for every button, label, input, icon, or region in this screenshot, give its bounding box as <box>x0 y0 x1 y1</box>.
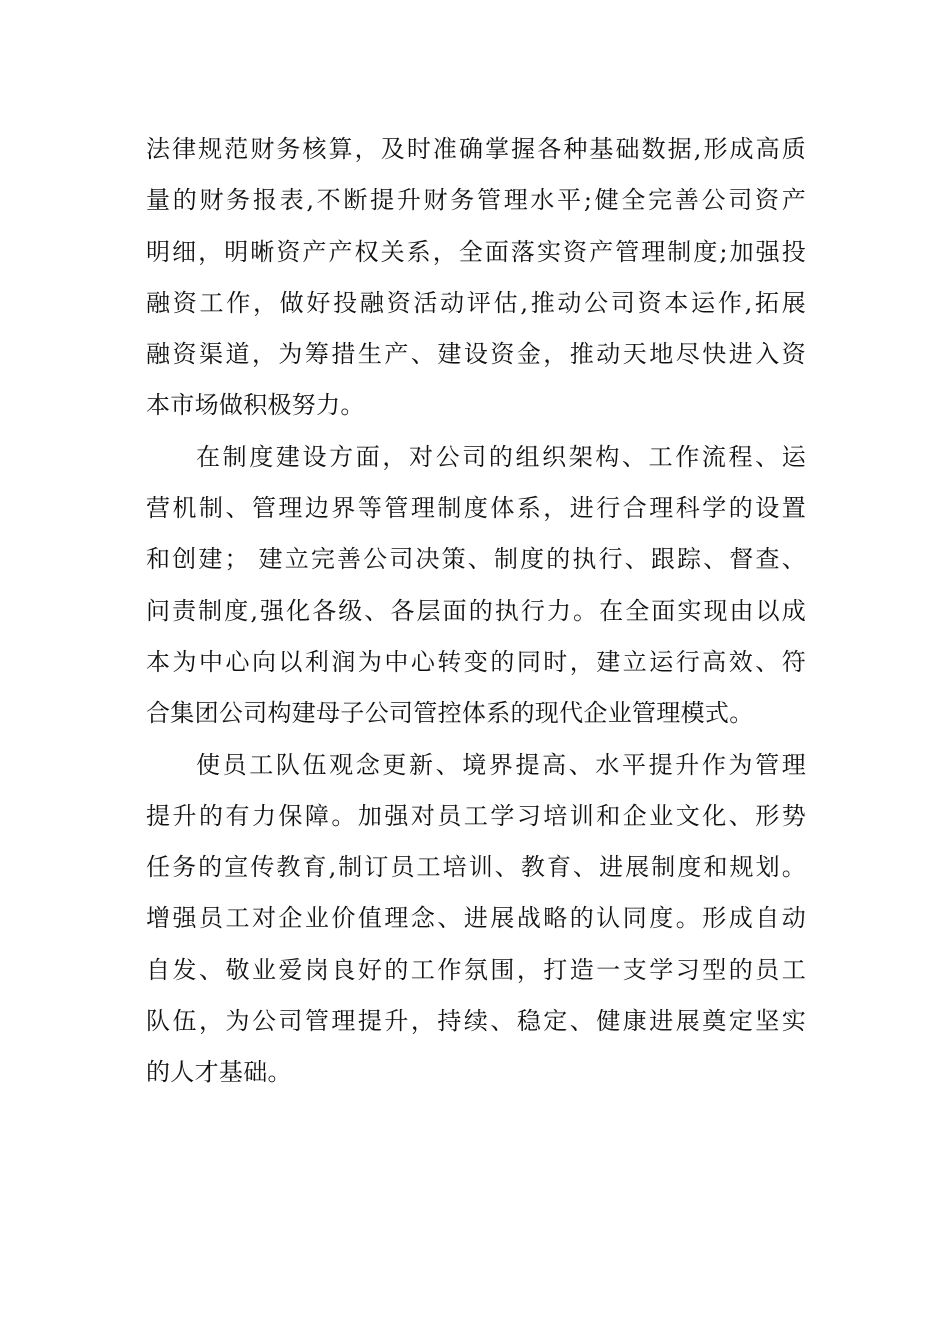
text-line: 明细，明晰资产产权关系，全面落实资产管理制度;加强投 <box>146 237 806 266</box>
text-line: 融资工作，做好投融资活动评估,推动公司资本运作,拓展 <box>146 288 806 317</box>
text-line: 使员工队伍观念更新、境界提高、水平提升作为管理 <box>196 750 806 779</box>
paragraph-staff-development <box>146 740 806 1099</box>
text-line: 融资渠道，为筹措生产、建设资金，推动天地尽快进入资 <box>146 340 806 369</box>
text-line: 增强员工对企业价值理念、进展战略的认同度。形成自动 <box>146 904 806 933</box>
text-line: 量的财务报表,不断提升财务管理水平;健全完善公司资产 <box>146 186 806 215</box>
paragraph-system-building <box>146 432 806 740</box>
text-line: 提升的有力保障。加强对员工学习培训和企业文化、形势 <box>146 801 806 830</box>
paragraph-financial <box>146 124 806 432</box>
text-line: 的人才基础。 <box>146 1058 292 1087</box>
text-line: 本市场做积极努力。 <box>146 391 365 420</box>
text-line: 自发、敬业爱岗良好的工作氛围，打造一支学习型的员工 <box>146 955 806 984</box>
text-line: 和创建； 建立完善公司决策、制度的执行、跟踪、督查、 <box>146 545 806 574</box>
text-line: 法律规范财务核算，及时准确掌握各种基础数据,形成高质 <box>146 135 806 163</box>
document-body <box>146 124 806 1099</box>
text-line: 在制度建设方面，对公司的组织架构、工作流程、运 <box>196 442 806 471</box>
text-line: 本为中心向以利润为中心转变的同时，建立运行高效、符 <box>146 647 806 676</box>
text-line: 任务的宣传教育,制订员工培训、教育、进展制度和规划。 <box>146 853 806 882</box>
text-line: 问责制度,强化各级、各层面的执行力。在全面实现由以成 <box>146 596 806 625</box>
text-line: 队伍，为公司管理提升，持续、稳定、健康进展奠定坚实 <box>146 1007 806 1036</box>
text-line: 合集团公司构建母子公司管控体系的现代企业管理模式。 <box>146 699 754 728</box>
text-line: 营机制、管理边界等管理制度体系，进行合理科学的设置 <box>146 494 806 523</box>
